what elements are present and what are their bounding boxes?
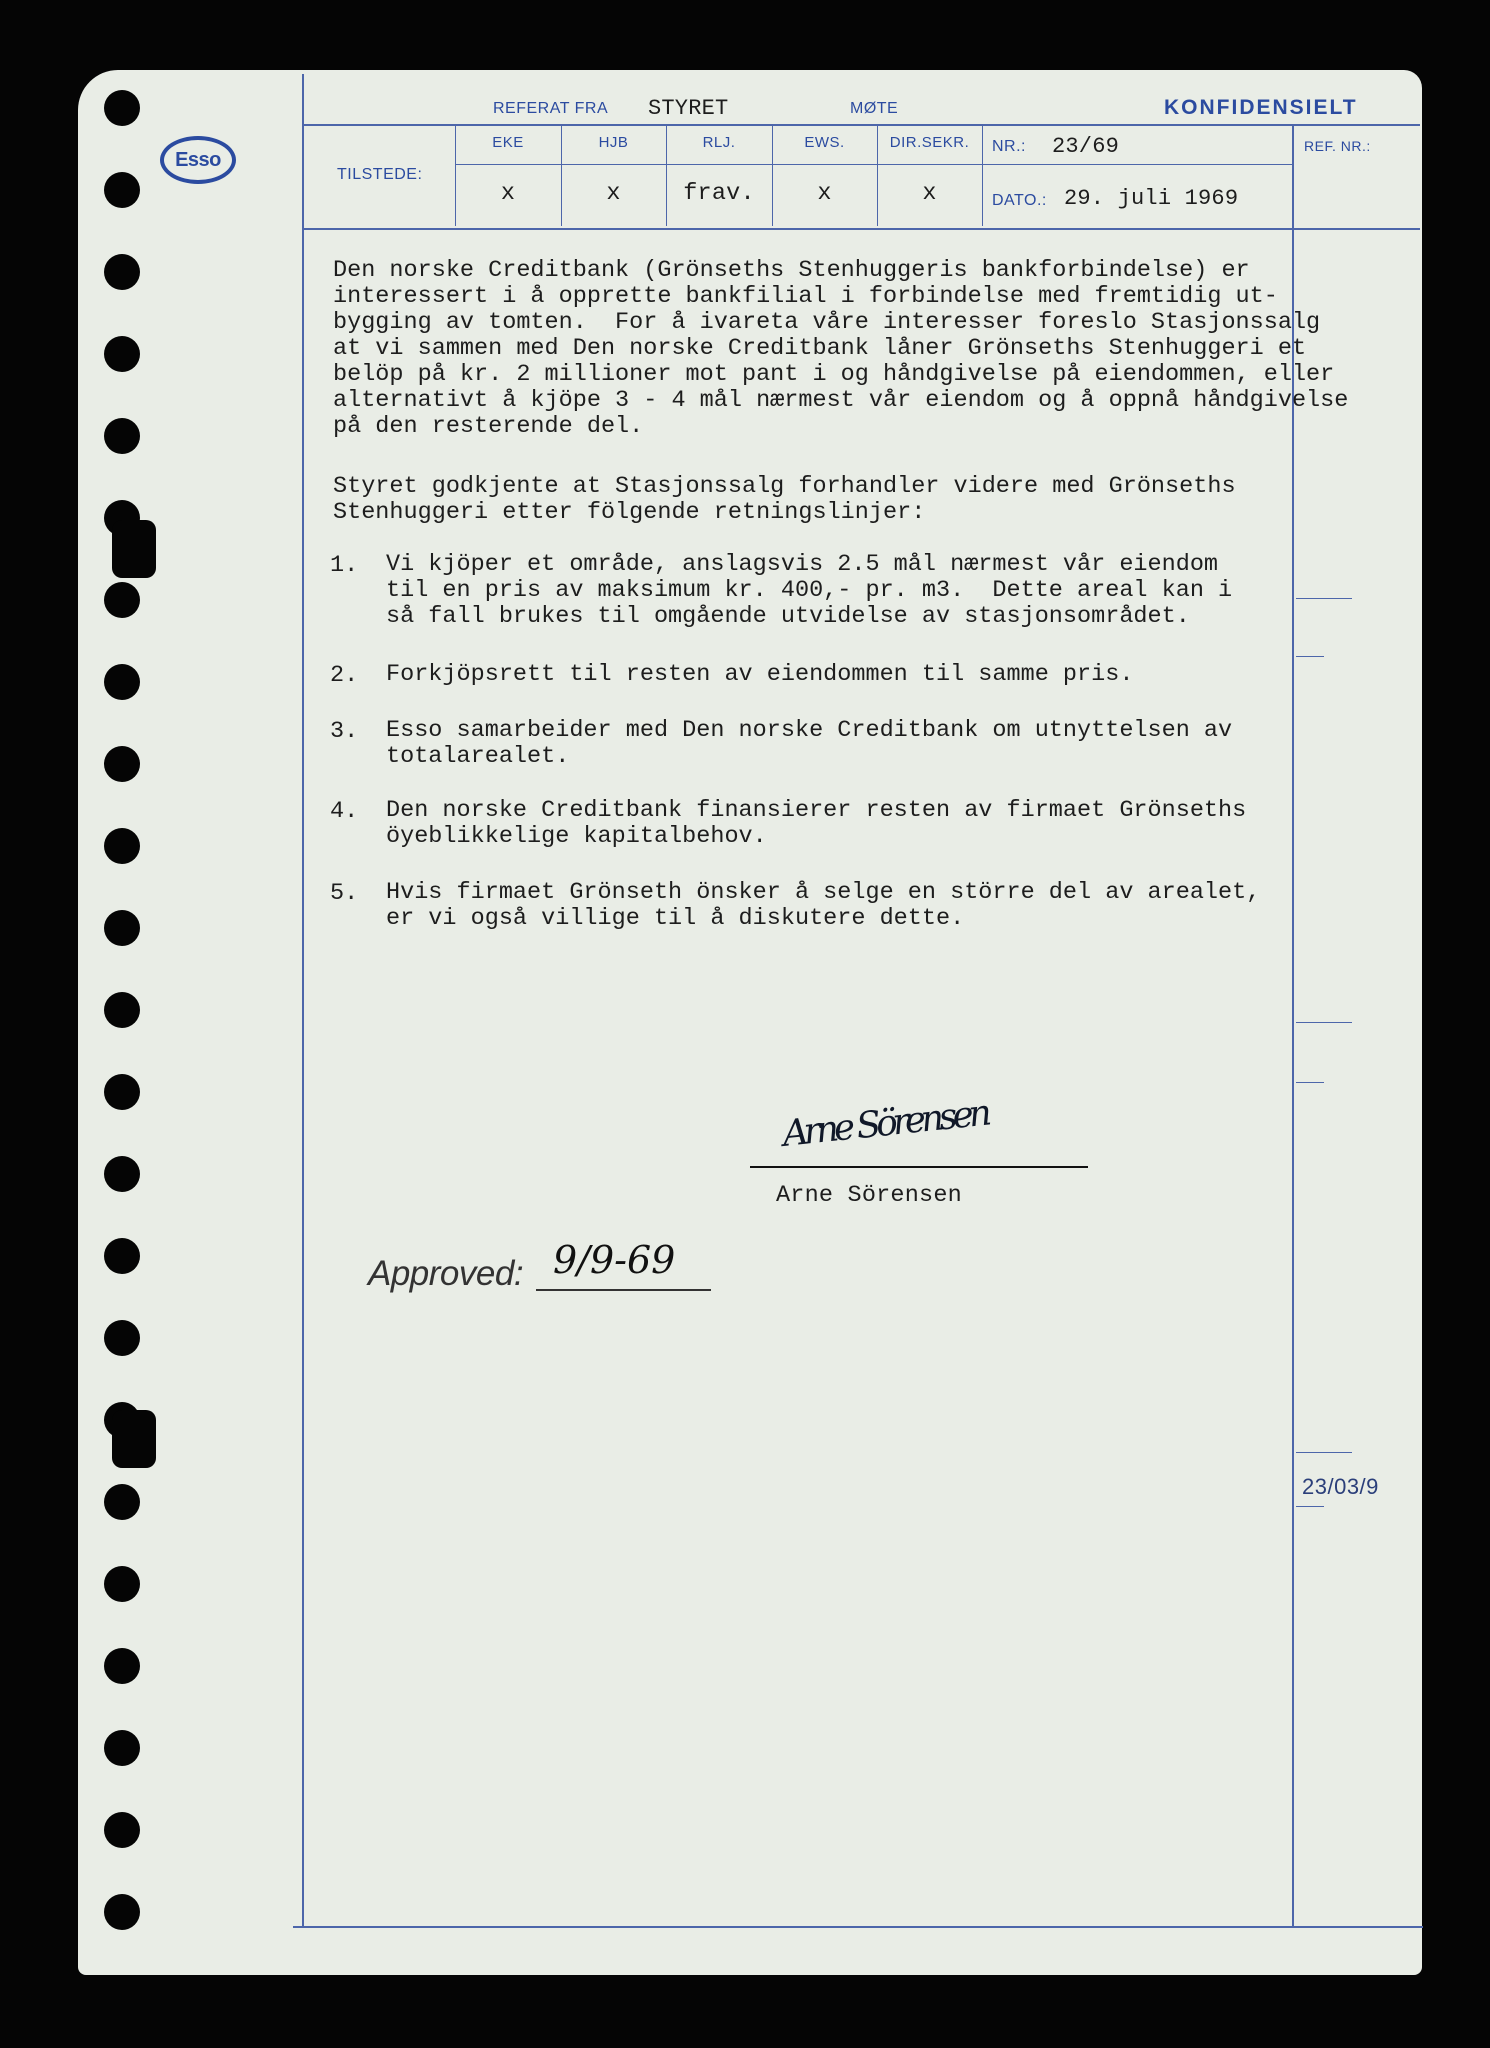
frame-header-rule	[302, 124, 1420, 126]
nr-value: 23/69	[1052, 134, 1120, 159]
attendee-mark: x	[922, 180, 937, 207]
list-item	[386, 880, 1260, 932]
binder-hole	[104, 1812, 140, 1848]
signature-line	[750, 1166, 1088, 1168]
list-item	[386, 552, 1232, 630]
body-line: belöp på kr. 2 millioner mot pant i og håndgivelse på eiendommen, eller	[333, 361, 1335, 388]
list-item-line: Vi kjöper et område, anslagsvis 2.5 mål nærmest vår eiendom	[386, 551, 1219, 578]
list-item-line: totalarealet.	[386, 743, 570, 770]
body-line: bygging av tomten. For å ivareta våre interesser foreslo Stasjonssalg	[333, 309, 1321, 336]
binder-hole	[104, 1074, 140, 1110]
list-item	[386, 718, 1232, 770]
confidential-label: KONFIDENSIELT	[1164, 96, 1358, 119]
attendee-code: EWS.	[804, 134, 845, 151]
frame-body-rule	[302, 228, 1420, 230]
binder-hole	[104, 90, 140, 126]
margin-tick	[1296, 1452, 1352, 1453]
list-item-line: öyeblikkelige kapitalbehov.	[386, 823, 767, 850]
binder-hole	[104, 746, 140, 782]
margin-tick	[1296, 656, 1324, 657]
binder-hole	[104, 664, 140, 700]
margin-tick	[1296, 598, 1352, 599]
attendee-code: EKE	[492, 134, 524, 151]
list-item	[386, 662, 1133, 688]
list-item-line: Hvis firmaet Grönseth önsker å selge en större del av arealet,	[386, 879, 1261, 906]
list-item-number: 3.	[330, 718, 359, 745]
signature-handwritten	[780, 1086, 1010, 1166]
approved-date: 9/9-69	[553, 1238, 676, 1282]
binder-hole	[104, 418, 140, 454]
binder-hole	[104, 1156, 140, 1192]
binder-hole	[104, 1730, 140, 1766]
frame-bottom-rule	[293, 1926, 1423, 1928]
binder-hole	[104, 172, 140, 208]
binder-hole	[104, 1238, 140, 1274]
list-item	[386, 798, 1246, 850]
signer-name: Arne Sörensen	[776, 1182, 962, 1209]
body-line: Styret godkjente at Stasjonssalg forhandler videre med Grönseths	[333, 473, 1236, 500]
attendee-code-rule	[455, 164, 1292, 165]
esso-logo-text: Esso	[175, 148, 221, 171]
archive-reference: 23/03/9	[1302, 1474, 1379, 1499]
binder-tab	[112, 1410, 156, 1468]
attendee-code: DIR.SEKR.	[889, 134, 970, 151]
attendee-mark: x	[500, 180, 516, 207]
frame-left-line	[302, 74, 304, 1928]
list-item-line: så fall brukes til omgående utvidelse av stasjonsområdet.	[386, 603, 1190, 630]
referat-fra-label: REFERAT FRA	[493, 100, 609, 117]
body-line: alternativt å kjöpe 3 - 4 mål nærmest vår eiendom og å oppnå håndgivelse	[333, 387, 1349, 414]
attendee-mark: frav.	[683, 180, 755, 207]
binder-hole	[104, 992, 140, 1028]
nr-label: NR.:	[992, 138, 1026, 155]
binder-hole	[104, 254, 140, 290]
list-item-line: Esso samarbeider med Den norske Creditbank om utnyttelsen av	[386, 717, 1233, 744]
esso-logo	[160, 136, 236, 184]
binder-hole	[104, 582, 140, 618]
paragraph-proposal	[333, 258, 1348, 440]
list-item-line: er vi også villige til å diskutere dette.	[386, 905, 965, 932]
attendee-code: HJB	[598, 134, 629, 151]
binder-hole	[104, 1484, 140, 1520]
signature-handwritten-text: Arne Sörensen	[780, 1092, 994, 1155]
attendee-col-6	[982, 126, 983, 226]
list-item-number: 1.	[330, 552, 359, 579]
binder-hole	[104, 336, 140, 372]
list-item-number: 2.	[330, 662, 359, 689]
body-line: interessert i å opprette bankfilial i forbindelse med fremtidig ut-	[333, 283, 1278, 310]
binder-hole	[104, 828, 140, 864]
ref-nr-label: REF. NR.:	[1304, 138, 1371, 154]
tilstede-label: TILSTEDE:	[337, 166, 423, 183]
attendee-mark: x	[606, 180, 621, 207]
approved-label: Approved:	[368, 1254, 524, 1293]
binder-hole	[104, 1648, 140, 1684]
body-line: Den norske Creditbank (Grönseths Stenhuggeris bankforbindelse) er	[333, 257, 1250, 284]
approved-underline	[536, 1289, 711, 1291]
body-line: at vi sammen med Den norske Creditbank låner Grönseths Stenhuggeri et	[333, 335, 1307, 362]
binder-hole	[104, 910, 140, 946]
binder-tab	[112, 520, 156, 578]
margin-tick	[1296, 1022, 1352, 1023]
list-item-number: 4.	[330, 798, 359, 825]
binder-hole	[104, 1320, 140, 1356]
dato-value: 29. juli 1969	[1064, 186, 1239, 211]
binder-hole	[104, 1894, 140, 1930]
body-line: på den resterende del.	[333, 413, 644, 440]
list-item-line: Forkjöpsrett til resten av eiendommen til samme pris.	[386, 661, 1134, 688]
referat-fra-value: STYRET	[648, 96, 729, 121]
list-item-line: Den norske Creditbank finansierer resten av firmaet Grönseths	[386, 797, 1247, 824]
body-line: Stenhuggeri etter fölgende retningslinjer:	[333, 499, 926, 526]
dato-label: DATO.:	[992, 192, 1047, 209]
list-item-number: 5.	[330, 880, 359, 907]
binder-hole	[104, 1566, 140, 1602]
attendee-code: RLJ.	[702, 134, 736, 151]
attendee-mark: x	[817, 180, 832, 207]
paragraph-approval	[333, 474, 1236, 526]
margin-tick	[1296, 1506, 1324, 1507]
list-item-line: til en pris av maksimum kr. 400,- pr. m3. Dette areal kan i	[386, 577, 1233, 604]
margin-tick	[1296, 1082, 1324, 1083]
mote-label: MØTE	[850, 100, 899, 117]
